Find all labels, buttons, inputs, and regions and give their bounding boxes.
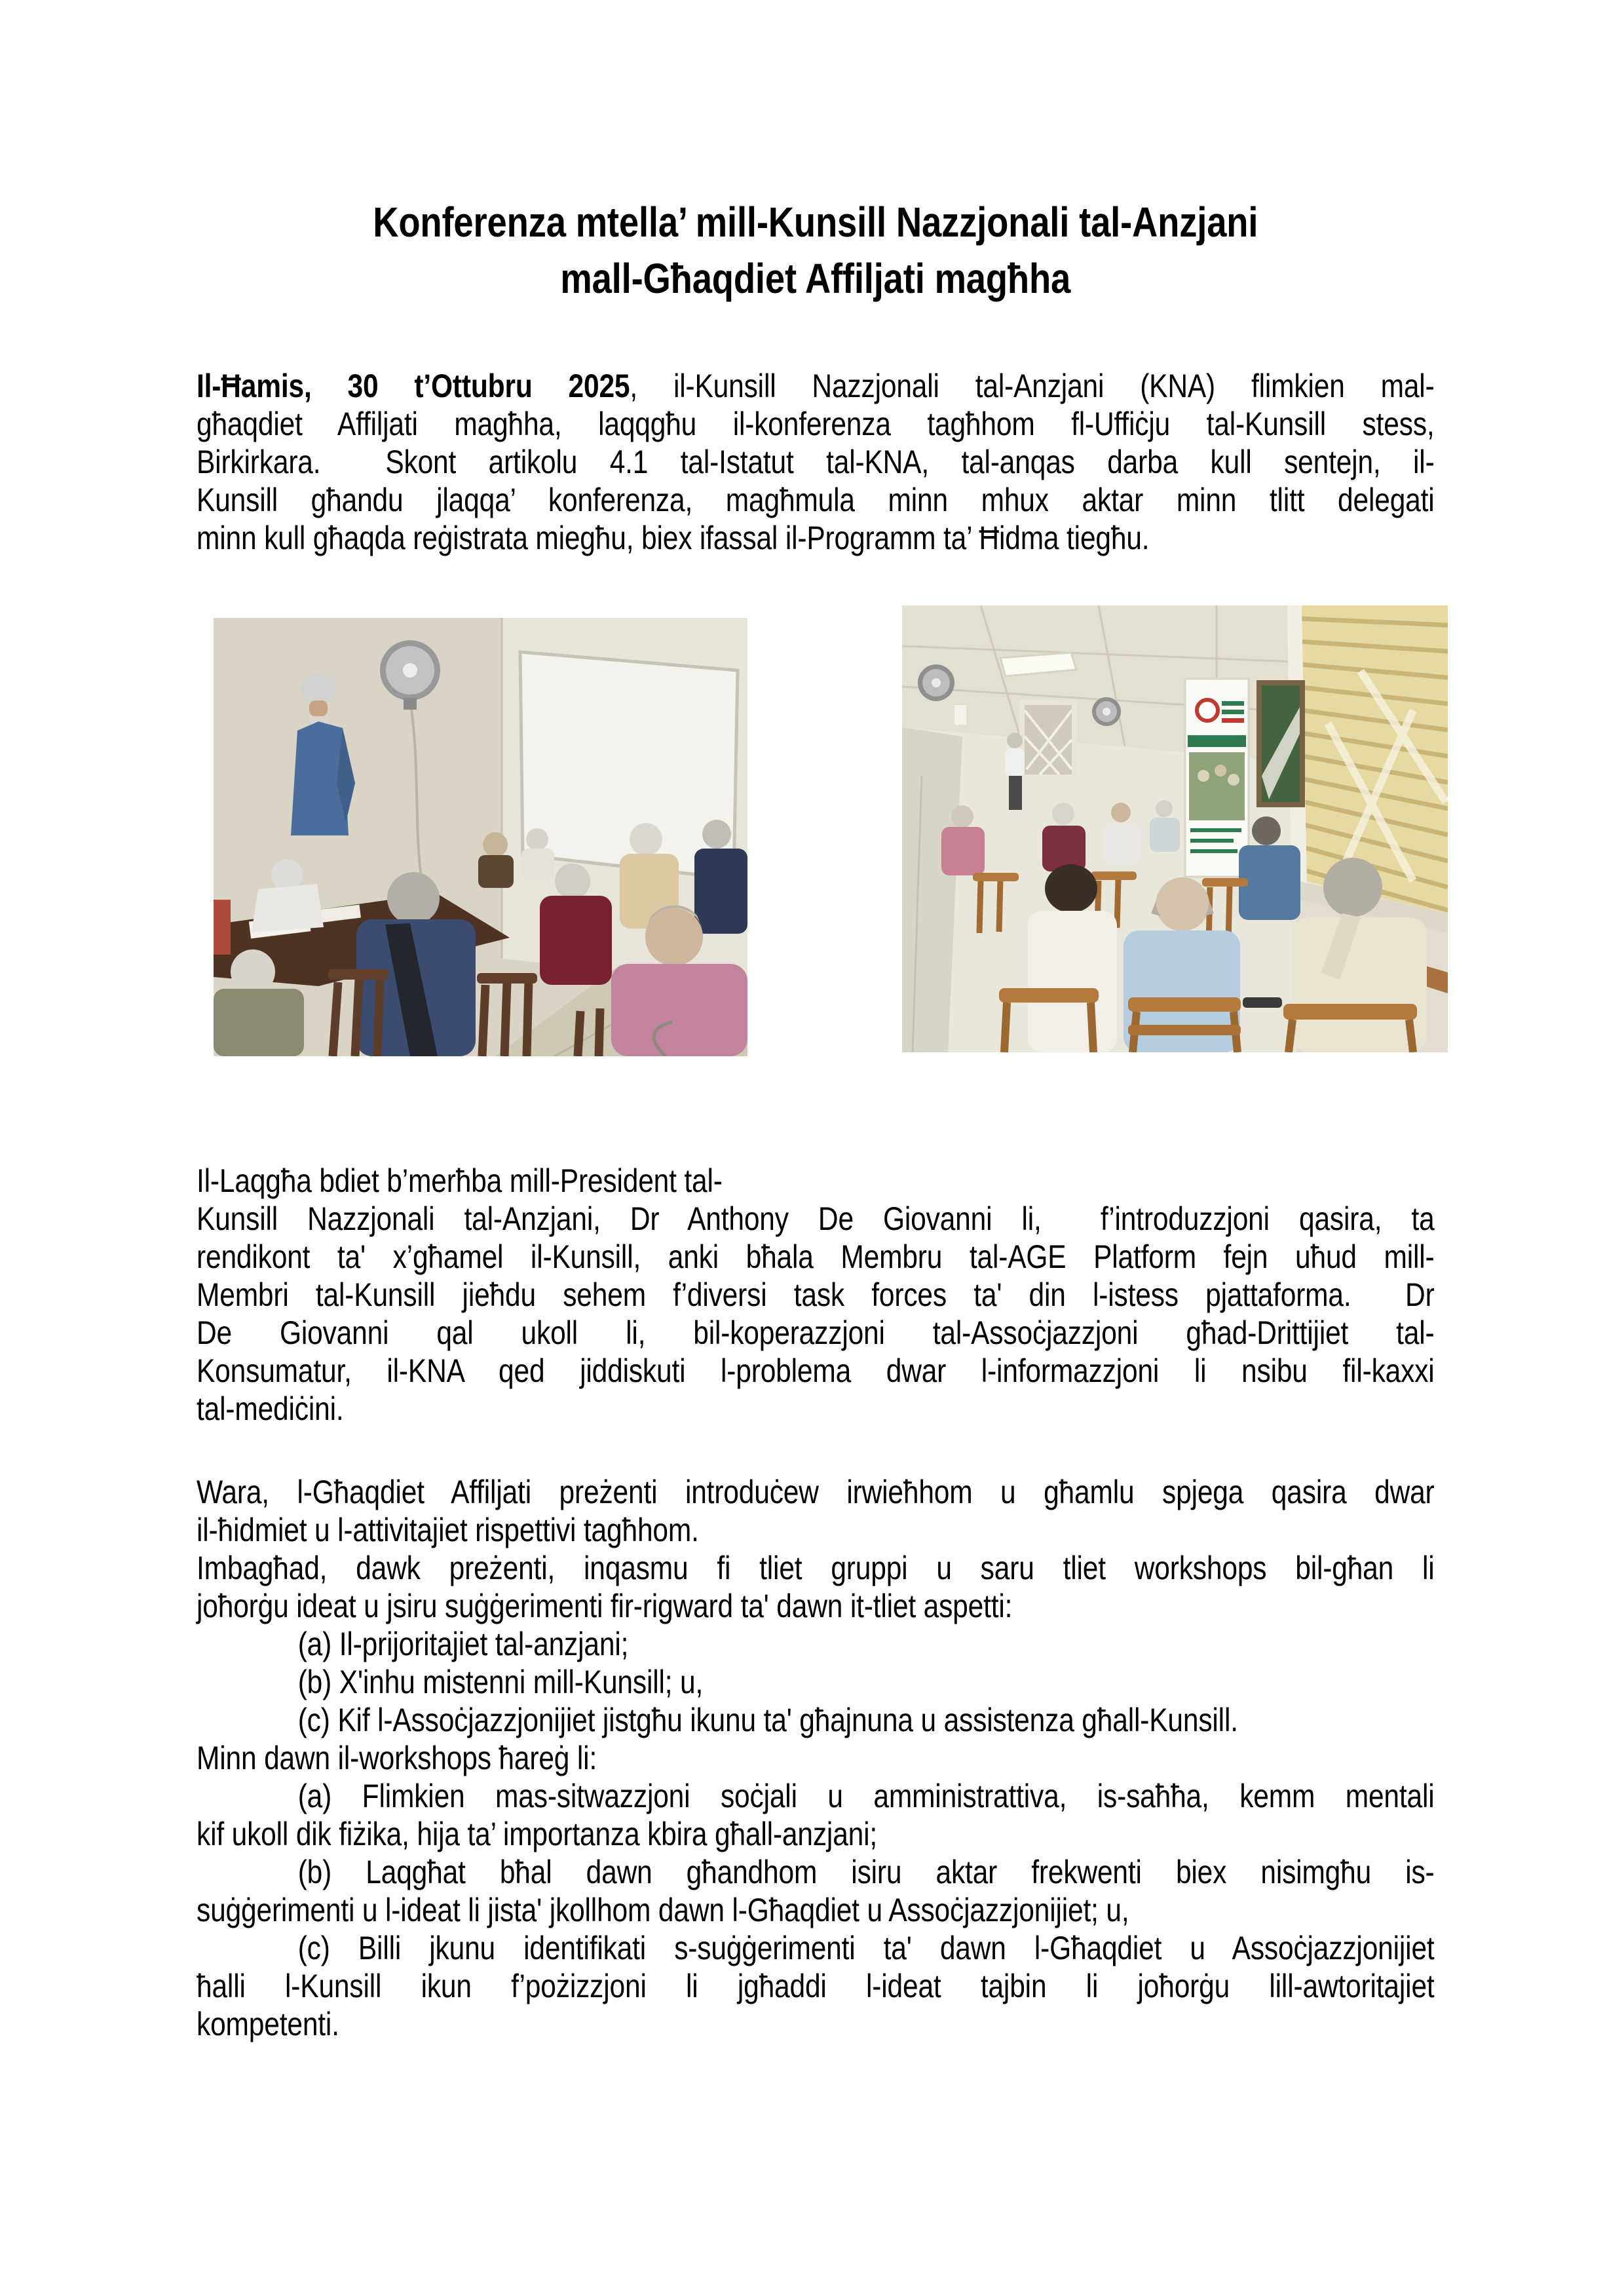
intro-paragraph — [197, 367, 1435, 557]
kna-banner — [1185, 679, 1249, 877]
aspect-item-b: (b) X'inhu mistenni mill-Kunsill; u, — [297, 1664, 704, 1700]
text-span: , il-Kunsill Nazzjonali tal-Anzjani (KNA) flimkien mal- — [630, 368, 1435, 404]
aspect-item-c: (c) Kif l-Assoċjazzjonijiet jistgħu ikunu ta' għajnuna u assistenza għall-Kunsill. — [297, 1702, 1238, 1738]
finding-item-c: (c) Billi jkunu identifikati s-suġġerimenti ta' dawn l-Għaqdiet u Assoċjazzjonijiet — [297, 1930, 1435, 1966]
aspect-item-a: (a) Il-prijoritajiet tal-anzjani; — [297, 1626, 629, 1662]
text-line: Membri tal-Kunsill jieħdu sehem f’diversi task forces ta' din l-istess pjattaforma. Dr — [197, 1276, 1435, 1313]
wall-fan-icon — [918, 664, 954, 701]
attendee-red-shirt — [540, 896, 612, 985]
text-line: Il-Laqgħa bdiet b’merħba mill-President tal- — [197, 1162, 723, 1199]
text-line: Kunsill Nazzjonali tal-Anzjani, Dr Anthony De Giovanni li, f’introduzzjoni qasira, ta — [197, 1200, 1435, 1237]
photo-left-meeting-speaker — [214, 618, 747, 1056]
finding-item-c-cont: ħalli l-Kunsill ikun f’pożizzjoni li jgħaddi l-ideat tajbin li joħorġu lill-awtoritajiet — [197, 1968, 1435, 2004]
text-line: Konsumatur, il-KNA qed jiddiskuti l-problema dwar l-informazzjoni li nsibu fil-kaxxi — [197, 1352, 1435, 1389]
text-line: Wara, l-Għaqdiet Affiljati preżenti introduċew irwieħhom u għamlu spjega qasira dwar — [197, 1474, 1435, 1510]
finding-item-c-end: kompetenti. — [197, 2006, 339, 2042]
meeting-paragraph — [197, 1162, 1435, 1428]
document-content — [197, 0, 1435, 2043]
photo-row — [197, 605, 1435, 1052]
finding-item-b: (b) Laqgħat bħal dawn għandhom isiru aktar frekwenti biex nisimgħu is- — [297, 1854, 1435, 1890]
outcome-intro-line: Minn dawn il-workshops ħareġ li: — [197, 1740, 597, 1776]
workshops-paragraph — [197, 1473, 1435, 2043]
title-line-1: Konferenza mtella’ mill-Kunsill Nazzjonali tal-Anzjani — [373, 199, 1258, 246]
finding-item-a-cont: kif ukoll dik fiżika, hija ta’ importanza kbira għall-anzjani; — [197, 1816, 878, 1852]
text-line: De Giovanni qal ukoll li, bil-koperazzjoni tal-Assoċjazzjoni għad-Drittijiet tal- — [197, 1314, 1435, 1351]
text-line: minn kull għaqda reġistrata miegħu, biex ifassal il-Programm ta’ Ħidma tiegħu. — [197, 520, 1150, 556]
text-line: joħorġu ideat u jsiru suġġerimenti fir-rigward ta' dawn it-tliet aspetti: — [197, 1588, 1013, 1624]
phone-on-chair — [1243, 997, 1282, 1008]
text-line — [197, 367, 1435, 405]
text-line: tal-mediċini. — [197, 1390, 344, 1427]
wall-fan-icon-2 — [1092, 697, 1121, 726]
date-bold: Il-Ħamis, 30 t’Ottubru 2025 — [197, 368, 630, 404]
finding-item-b-cont: suġġerimenti u l-ideat li jista' jkollhom dawn l-Għaqdiet u Assoċjazzjonijiet; u, — [197, 1892, 1129, 1928]
finding-item-a: (a) Flimkien mas-sitwazzjoni soċjali u amministrattiva, is-saħħa, kemm mentali — [297, 1778, 1435, 1814]
text-line: Kunsill għandu jlaqqa’ konferenza, magħmula minn mhux aktar minn tlitt delegati — [197, 482, 1435, 518]
lattice-window — [1022, 702, 1074, 777]
text-line: għaqdiet Affiljati magħha, laqqgħu il-konferenza tagħhom fl-Uffiċju tal-Kunsill stess, — [197, 406, 1435, 442]
document-title — [197, 194, 1435, 307]
text-line: rendikont ta' x’għamel il-Kunsill, anki bħala Membru tal-AGE Platform fejn uħud mill- — [197, 1238, 1435, 1275]
title-line-2: mall-Għaqdiet Affiljati magħha — [560, 255, 1071, 302]
whiteboard — [520, 652, 738, 879]
text-line: Imbagħad, dawk preżenti, inqasmu fi tliet gruppi u saru tliet workshops bil-għan li — [197, 1550, 1435, 1586]
attendee-blue-shirt — [1239, 845, 1300, 920]
framed-picture — [1259, 683, 1302, 805]
text-line: Birkirkara. Skont artikolu 4.1 tal-Istatut tal-KNA, tal-anqas darba kull sentejn, il- — [197, 444, 1435, 480]
photo-right-meeting-room — [902, 605, 1448, 1052]
text-line: il-ħidmiet u l-attivitajiet rispettivi tagħhom. — [197, 1512, 699, 1548]
